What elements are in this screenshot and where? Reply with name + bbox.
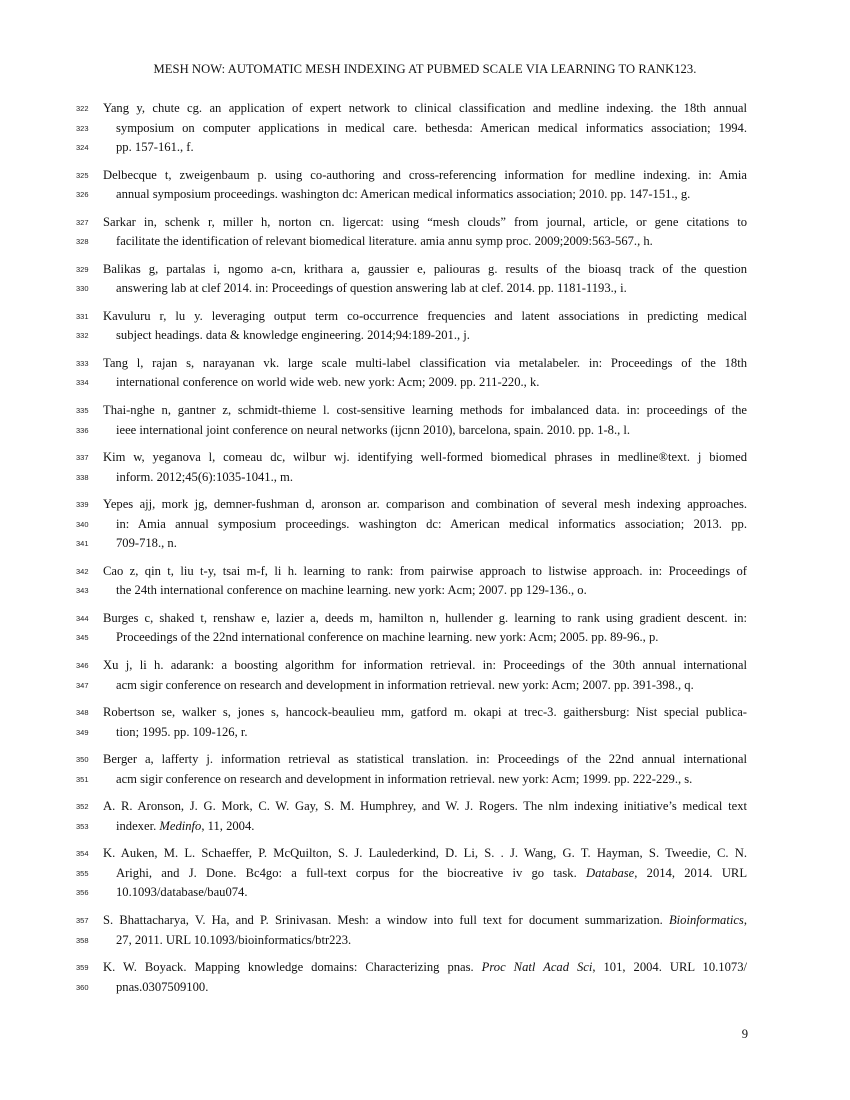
reference-line	[0, 166, 850, 186]
reference-text-segment: indexer.	[116, 818, 160, 833]
reference-text-segment: Burges c, shaked t, renshaw e, lazier a, deeds m, hamilton n, hullender g. learning to rank using gradient descent. in:	[103, 610, 747, 625]
reference-text-segment: , 11, 2004.	[201, 818, 255, 833]
reference-entry	[0, 354, 850, 393]
reference-line	[0, 750, 850, 770]
line-number: 342	[76, 566, 89, 576]
reference-text-segment: Balikas g, partalas i, ngomo a-cn, krithara a, gaussier e, paliouras g. results of the bioasq track of the question	[103, 261, 747, 276]
reference-line	[0, 703, 850, 723]
reference-entry	[0, 448, 850, 487]
reference-text	[103, 911, 747, 931]
reference-line	[0, 817, 850, 837]
reference-list	[0, 99, 850, 1005]
line-number: 341	[76, 539, 89, 549]
reference-text-segment: pp. 157-161., f.	[116, 140, 194, 154]
reference-text	[103, 562, 747, 582]
line-number: 332	[76, 331, 89, 341]
reference-entry	[0, 99, 850, 158]
reference-entry	[0, 656, 850, 695]
reference-text	[116, 515, 747, 535]
reference-venue: Database	[586, 865, 635, 880]
reference-text-segment: international conference on world wide web. new york: Acm; 2009. pp. 211-220., k.	[116, 375, 540, 390]
reference-text-segment: K. W. Boyack. Mapping knowledge domains: Characterizing pnas.	[103, 960, 482, 975]
reference-line	[0, 138, 850, 158]
reference-text-segment: 27, 2011. URL 10.1093/bioinformatics/btr223.	[116, 932, 352, 947]
reference-text-segment: acm sigir conference on research and development in information retrieval. new york: Acm; 2007. pp. 391-398., q.	[116, 677, 694, 692]
line-number: 348	[76, 708, 89, 718]
reference-text-segment: Kim w, yeganova l, comeau dc, wilbur wj. identifying well-formed biomedical phrases in medline®text. j biomed	[103, 450, 747, 465]
reference-text	[116, 817, 747, 837]
reference-text	[116, 628, 747, 648]
reference-line	[0, 864, 850, 884]
reference-line	[0, 723, 850, 743]
reference-text	[103, 448, 747, 468]
reference-line	[0, 656, 850, 676]
reference-line	[0, 770, 850, 790]
reference-text	[103, 166, 747, 186]
reference-line	[0, 326, 850, 346]
reference-text-segment: Delbecque t, zweigenbaum p. using co-authoring and cross-referencing information for medline indexing. in: Amia	[103, 167, 747, 182]
reference-text	[116, 326, 747, 346]
reference-text-segment: Arighi, and J. Done. Bc4go: a full-text corpus for the biocreative iv go task.	[116, 865, 586, 880]
line-number: 360	[76, 982, 89, 992]
line-number: 356	[76, 888, 89, 898]
reference-text-segment: the 24th international conference on machine learning. new york: Acm; 2007. pp 129-136., o.	[116, 583, 587, 598]
reference-line	[0, 911, 850, 931]
line-number: 347	[76, 680, 89, 690]
line-number: 355	[76, 868, 89, 878]
reference-line	[0, 883, 850, 903]
reference-line	[0, 534, 850, 554]
reference-text-segment: symposium on computer applications in medical care. bethesda: American medical informatics association; 1994.	[116, 120, 747, 135]
line-number: 350	[76, 755, 89, 765]
line-number: 330	[76, 284, 89, 294]
reference-text-segment: S. Bhattacharya, V. Ha, and P. Srinivasan. Mesh: a window into full text for document summarization.	[103, 913, 669, 927]
reference-text-segment: Sarkar in, schenk r, miller h, norton cn. ligercat: using “mesh clouds” from journal, article, or gene citations to	[103, 214, 747, 229]
reference-line	[0, 99, 850, 119]
reference-text	[116, 723, 747, 743]
reference-text	[116, 138, 747, 158]
reference-line	[0, 581, 850, 601]
reference-line	[0, 279, 850, 299]
reference-text-segment: acm sigir conference on research and development in information retrieval. new york: Acm; 1999. pp. 222-229., s.	[116, 771, 693, 786]
reference-text-segment: A. R. Aronson, J. G. Mork, C. W. Gay, S. M. Humphrey, and W. J. Rogers. The nlm indexing initiative’s medical text	[103, 799, 747, 814]
reference-text-segment: tion; 1995. pp. 109-126, r.	[116, 724, 248, 739]
reference-entry	[0, 166, 850, 205]
reference-text	[103, 609, 747, 629]
reference-line	[0, 373, 850, 393]
reference-entry	[0, 307, 850, 346]
reference-text-segment: Proceedings of the 22nd international conference on machine learning. new york: Acm; 2005. pp. 89-96., p.	[116, 630, 659, 645]
reference-text-segment: Robertson se, walker s, jones s, hancock-beaulieu mm, gatford m. okapi at trec-3. gaithersburg: Nist special publica-	[103, 705, 747, 720]
line-number: 345	[76, 633, 89, 643]
reference-entry	[0, 495, 850, 554]
line-number: 336	[76, 425, 89, 435]
line-number: 325	[76, 170, 89, 180]
reference-text-segment: in: Amia annual symposium proceedings. washington dc: American medical informatics association; 2013. pp.	[116, 516, 747, 531]
reference-entry	[0, 562, 850, 601]
line-number: 353	[76, 821, 89, 831]
reference-text	[103, 401, 747, 421]
reference-entry	[0, 609, 850, 648]
line-number: 338	[76, 472, 89, 482]
reference-entry	[0, 958, 850, 997]
reference-line	[0, 307, 850, 327]
line-number: 343	[76, 586, 89, 596]
reference-text-segment: 709-718., n.	[116, 536, 177, 551]
reference-text-segment: Yepes ajj, mork jg, demner-fushman d, aronson ar. comparison and combination of several mesh indexing approaches.	[103, 497, 747, 512]
page-number: 9	[741, 1027, 748, 1041]
reference-line	[0, 185, 850, 205]
reference-venue: Proc Natl Acad Sci	[481, 960, 593, 975]
reference-text	[116, 421, 747, 441]
reference-entry	[0, 213, 850, 252]
reference-line	[0, 119, 850, 139]
reference-entry	[0, 703, 850, 742]
reference-text-segment: Yang y, chute cg. an application of expert network to clinical classification and medline indexing. the 18th annual	[103, 101, 747, 115]
line-number: 322	[76, 104, 89, 113]
reference-text-segment: , 101, 2004. URL 10.1073/	[592, 960, 747, 975]
line-number: 357	[76, 916, 89, 925]
reference-line	[0, 354, 850, 374]
reference-text-segment: Xu j, li h. adarank: a boosting algorithm for information retrieval. in: Proceedings of the 30th annual international	[103, 658, 747, 673]
line-number: 346	[76, 661, 89, 671]
line-number: 354	[76, 849, 89, 859]
line-number: 352	[76, 802, 89, 812]
reference-line	[0, 213, 850, 233]
reference-text	[103, 844, 747, 864]
reference-text	[116, 373, 747, 393]
line-number: 328	[76, 237, 89, 247]
reference-text	[116, 185, 747, 205]
reference-text	[116, 581, 747, 601]
line-number: 324	[76, 143, 89, 152]
reference-text-segment: K. Auken, M. L. Schaeffer, P. McQuilton, S. J. Laulederkind, D. Li, S. . J. Wang, G. T. Hayman, S. Tweedie, C. N.	[103, 846, 747, 861]
line-number: 335	[76, 406, 89, 416]
reference-text	[116, 676, 747, 696]
reference-text-segment: annual symposium proceedings. washington dc: American medical informatics association; 2010. pp. 147-151., g.	[116, 187, 691, 202]
reference-text-segment: inform. 2012;45(6):1035-1041., m.	[116, 469, 293, 484]
reference-entry	[0, 844, 850, 903]
line-number: 359	[76, 963, 89, 973]
reference-entry	[0, 750, 850, 789]
reference-line	[0, 844, 850, 864]
reference-line	[0, 562, 850, 582]
reference-text	[103, 99, 747, 119]
line-number: 358	[76, 935, 89, 945]
reference-text	[103, 958, 747, 978]
reference-line	[0, 232, 850, 252]
reference-text-segment: Kavuluru r, lu y. leveraging output term co-occurrence frequencies and latent associations in predicting medical	[103, 308, 747, 323]
reference-text-segment: Cao z, qin t, liu t-y, tsai m-f, li h. learning to rank: from pairwise approach to listwise approach. in: Proceedings of	[103, 563, 747, 578]
reference-line	[0, 609, 850, 629]
reference-line	[0, 676, 850, 696]
reference-text	[116, 978, 747, 998]
reference-text-segment: Berger a, lafferty j. information retrieval as statistical translation. in: Proceedings of the 22nd annual international	[103, 752, 747, 767]
reference-line	[0, 468, 850, 488]
reference-text	[103, 213, 747, 233]
line-number: 326	[76, 190, 89, 200]
line-number: 323	[76, 123, 89, 133]
reference-text-segment: 10.1093/database/bau074.	[116, 885, 248, 900]
line-number: 337	[76, 453, 89, 463]
reference-text	[116, 279, 747, 299]
reference-line	[0, 421, 850, 441]
reference-line	[0, 401, 850, 421]
reference-line	[0, 931, 850, 951]
line-number: 351	[76, 774, 89, 784]
line-number: 344	[76, 613, 89, 623]
reference-line	[0, 495, 850, 515]
reference-entry	[0, 260, 850, 299]
reference-line	[0, 978, 850, 998]
reference-text	[103, 260, 747, 280]
reference-text-segment: answering lab at clef 2014. in: Proceedings of question answering lab at clef. 2014. pp. 1181-1193., i.	[116, 281, 627, 296]
line-number: 340	[76, 519, 89, 529]
reference-text	[116, 232, 747, 252]
reference-line	[0, 797, 850, 817]
reference-line	[0, 448, 850, 468]
reference-text	[103, 797, 747, 817]
line-number: 327	[76, 217, 89, 227]
reference-venue: Medinfo	[159, 818, 202, 833]
reference-text	[116, 770, 747, 790]
reference-text	[116, 931, 747, 951]
reference-line	[0, 628, 850, 648]
reference-text-segment: pnas.0307509100.	[116, 979, 209, 994]
running-header: MESH NOW: AUTOMATIC MESH INDEXING AT PUBMED SCALE VIA LEARNING TO RANK123.	[153, 62, 697, 76]
reference-text-segment: subject headings. data & knowledge engineering. 2014;94:189-201., j.	[116, 328, 470, 343]
reference-line	[0, 515, 850, 535]
reference-entry	[0, 797, 850, 836]
line-number: 349	[76, 727, 89, 737]
reference-text-segment: , 2014, 2014. URL	[634, 865, 748, 880]
reference-text-segment: ieee international joint conference on neural networks (ijcnn 2010), barcelona, spain. 2010. pp. 1-8., l.	[116, 422, 631, 437]
reference-text	[103, 656, 747, 676]
reference-text	[103, 703, 747, 723]
reference-line	[0, 958, 850, 978]
reference-text	[116, 864, 747, 884]
line-number: 334	[76, 378, 89, 388]
line-number: 329	[76, 264, 89, 274]
reference-text-segment: ,	[743, 913, 747, 927]
reference-text	[103, 750, 747, 770]
reference-line	[0, 260, 850, 280]
line-number: 331	[76, 311, 89, 321]
reference-text	[103, 307, 747, 327]
reference-text	[103, 495, 747, 515]
line-number: 333	[76, 358, 89, 368]
reference-text	[103, 354, 747, 374]
line-number: 339	[76, 500, 89, 510]
reference-text	[116, 883, 747, 903]
reference-venue: Bioinformatics	[668, 913, 744, 927]
reference-text-segment: facilitate the identification of relevant biomedical literature. amia annu symp proc. 2009;2009:563-567., h.	[116, 234, 653, 249]
reference-text	[116, 119, 747, 139]
reference-text	[116, 468, 747, 488]
reference-entry	[0, 911, 850, 950]
reference-text-segment: Thai-nghe n, gantner z, schmidt-thieme l. cost-sensitive learning methods for imbalanced data. in: proceedings of the	[103, 403, 747, 418]
reference-entry	[0, 401, 850, 440]
reference-text-segment: Tang l, rajan s, narayanan vk. large scale multi-label classification via metalabeler. in: Proceedings of the 18th	[103, 355, 747, 370]
reference-text	[116, 534, 747, 554]
